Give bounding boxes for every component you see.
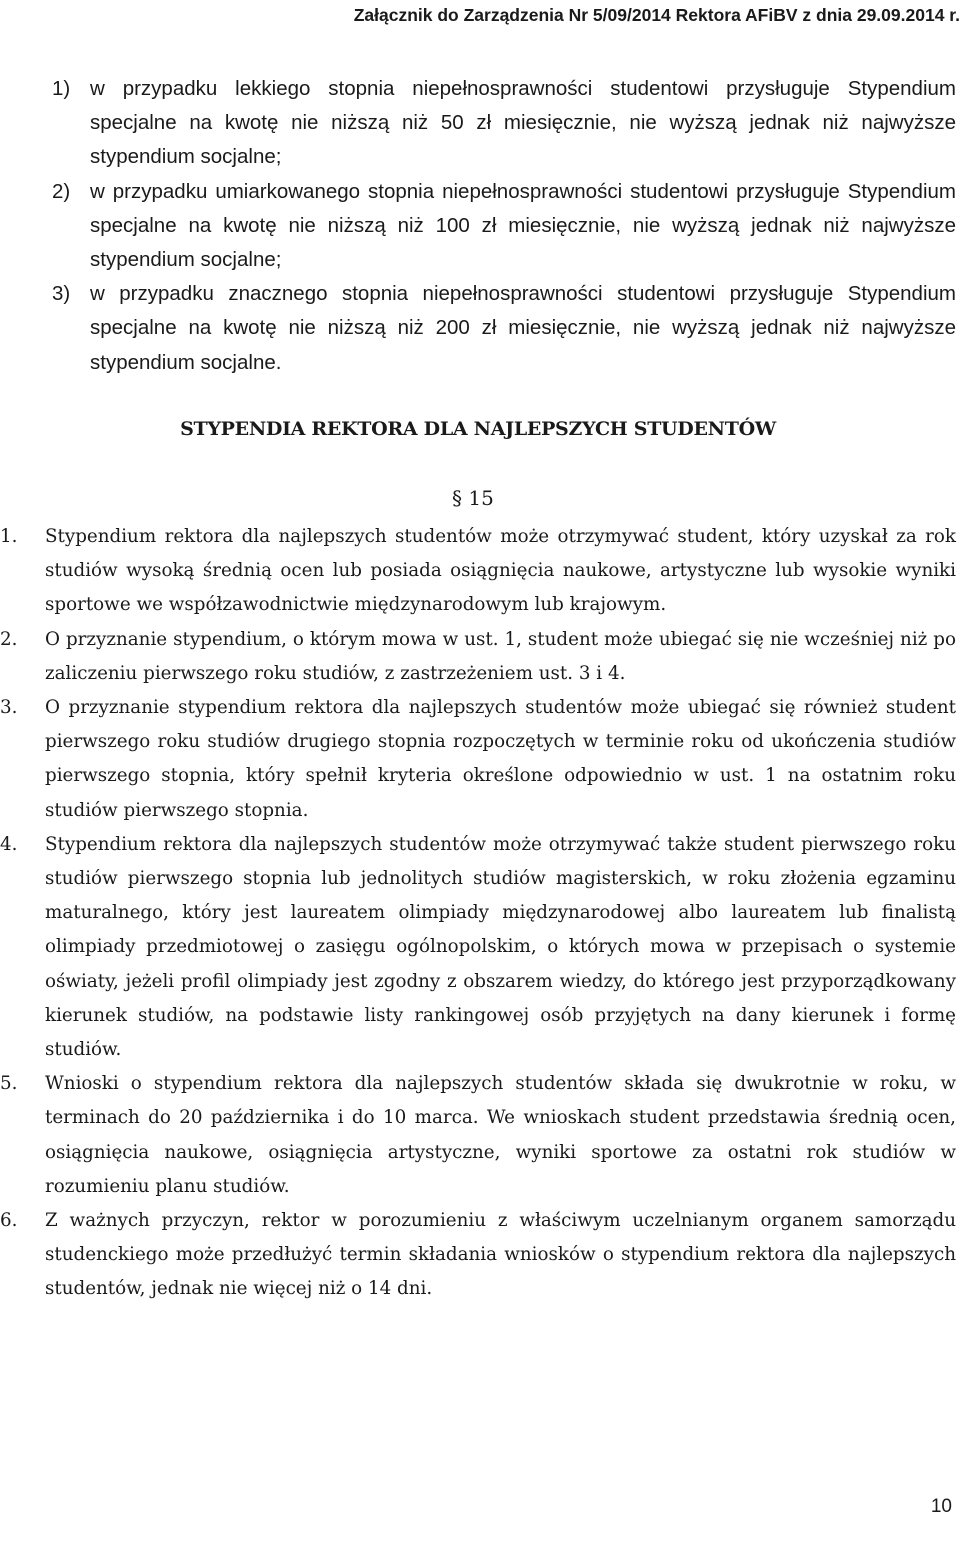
section-list xyxy=(0,520,956,1307)
section-item xyxy=(0,691,956,828)
intro-item xyxy=(52,277,956,380)
section-item-text: O przyznanie stypendium, o którym mowa w ust. 1, student może ubiegać się nie wcześniej niż po zaliczeniu pierwszego roku studiów, z zastrzeżeniem ust. 3 i 4. xyxy=(45,628,956,684)
section-item-number: 5. xyxy=(0,1073,18,1095)
intro-item xyxy=(52,72,956,175)
paragraph-number: § 15 xyxy=(452,486,494,510)
section-item xyxy=(0,1067,956,1204)
section-item-text: O przyznanie stypendium rektora dla najlepszych studentów może ubiegać się również student pierwszego roku studiów drugiego stopnia rozpoczętych w terminie roku od ukończenia studiów pierwszego stopnia, który spełnił kryteria określone odpowiednio w ust. 1 na ostatnim roku studiów pierwszego stopnia. xyxy=(45,697,956,821)
section-item-number: 3. xyxy=(0,697,18,719)
intro-item-number: 3) xyxy=(52,282,71,306)
intro-item-text: w przypadku znacznego stopnia niepełnosprawności studentowi przysługuje Stypendium specjalne na kwotę nie niższą niż 200 zł miesięcznie, nie wyższą jednak niż najwyższe stypendium socjalne. xyxy=(90,282,956,374)
section-item xyxy=(0,623,956,691)
section-item xyxy=(0,520,956,623)
section-item-text: Stypendium rektora dla najlepszych studentów może otrzymywać student, który uzyskał za rok studiów wysoką średnią ocen lub posiada osiągnięcia naukowe, artystyczne lub wysokie wyniki sportowe we współzawodnictwie międzynarodowym lub krajowym. xyxy=(45,526,956,616)
intro-item-number: 1) xyxy=(52,77,71,100)
section-item xyxy=(0,1204,956,1307)
section-item-text: Wnioski o stypendium rektora dla najlepszych studentów składa się dwukrotnie w roku, w terminach do 20 października i do 10 marca. We wnioskach student przedstawia średnią ocen, osiągnięcia naukowe, osiągnięcia artystyczne, wyniki sportowe za ostatni rok studiów w rozumieniu planu studiów. xyxy=(45,1073,956,1197)
intro-list xyxy=(52,72,956,380)
intro-item-number: 2) xyxy=(52,179,71,203)
section-item-number: 4. xyxy=(0,833,18,855)
section-title: STYPENDIA REKTORA DLA NAJLEPSZYCH STUDENTÓW xyxy=(180,418,776,440)
section-item-text: Stypendium rektora dla najlepszych studentów może otrzymywać także student pierwszego roku studiów pierwszego stopnia lub jednolitych studiów magisterskich, w roku złożenia egzaminu maturalnego, który jest laureatem olimpiady międzynarodowej albo laureatem lub finalistą olimpiady przedmiotowej o zasięgu ogólnopolskim, o których mowa w przepisach o systemie oświaty, jeżeli profil olimpiady jest zgodny z obszarem wiedzy, do którego jest przyporządkowany kierunek studiów, na podstawie listy rankingowej osób przyjętych na dany kierunek i formę studiów. xyxy=(45,833,956,1061)
section-item-number: 6. xyxy=(0,1210,18,1232)
attachment-header-note: Załącznik do Zarządzenia Nr 5/09/2014 Rektora AFiBV z dnia 29.09.2014 r. xyxy=(353,5,960,25)
intro-item-text: w przypadku umiarkowanego stopnia niepełnosprawności studentowi przysługuje Stypendium specjalne na kwotę nie niższą niż 100 zł miesięcznie, nie wyższą jednak niż najwyższe stypendium socjalne; xyxy=(90,179,956,272)
section-item-number: 2. xyxy=(0,628,18,650)
section-item xyxy=(0,828,956,1067)
section-item-number: 1. xyxy=(0,526,18,547)
intro-item-text: w przypadku lekkiego stopnia niepełnosprawności studentowi przysługuje Stypendium specjalne na kwotę nie niższą niż 50 zł miesięcznie, nie wyższą jednak niż najwyższe stypendium socjalne; xyxy=(90,77,956,169)
intro-item xyxy=(52,175,956,278)
section-item-text: Z ważnych przyczyn, rektor w porozumieniu z właściwym uczelnianym organem samorządu studenckiego może przedłużyć termin składania wniosków o stypendium rektora dla najlepszych studentów, jednak nie więcej niż o 14 dni. xyxy=(45,1210,956,1300)
page-number: 10 xyxy=(930,1496,952,1517)
